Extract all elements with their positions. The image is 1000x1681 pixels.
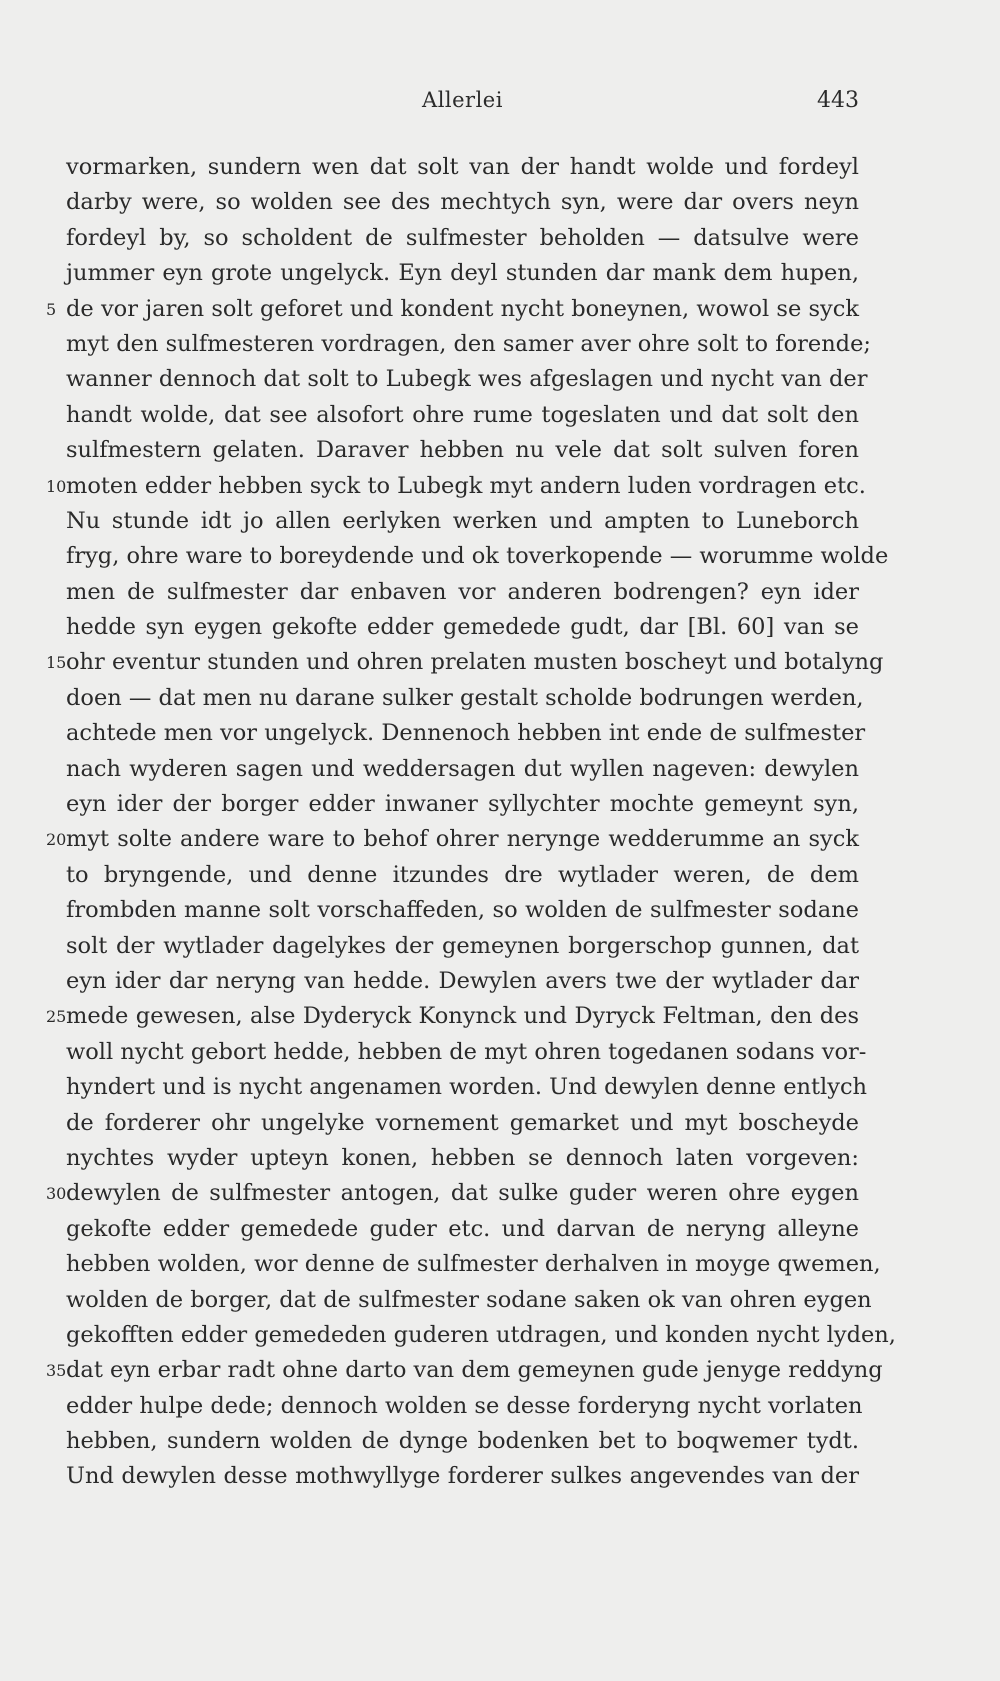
text-line [66, 681, 864, 716]
text-line [66, 1283, 872, 1318]
line-text: darby were, so wolden see des mechtych syn, were dar overs neyn [66, 189, 859, 216]
line-text: to bryngende, und denne itzundes dre wytlader weren, de dem [66, 861, 859, 888]
text-line [66, 150, 859, 185]
text-line [66, 858, 859, 893]
text-line [66, 1070, 868, 1105]
line-number: 30 [46, 1184, 67, 1204]
line-text: handt wolde, dat see alsofort ohre rume togeslaten und dat solt den [66, 401, 859, 428]
line-text: dat eyn erbar radt ohne darto van dem gemeynen gude jenyge reddyng [66, 1357, 883, 1384]
line-number: 35 [46, 1361, 67, 1381]
line-text: fordeyl by, so scholdent de sulfmester beholden — datsulve were [66, 224, 859, 251]
line-text: eyn ider dar neryng van hedde. Dewylen avers twe der wytlader dar [66, 967, 859, 994]
line-number: 5 [46, 299, 57, 319]
text-line [66, 1035, 867, 1070]
text-line [66, 893, 859, 928]
text-line [46, 469, 866, 504]
running-title: Allerlei [422, 88, 503, 112]
line-text: doen — dat men nu darane sulker gestalt scholde bodrungen werden, [66, 684, 864, 711]
line-text: eyn ider der borger edder inwaner syllychter mochte gemeynt syn, [66, 791, 859, 818]
line-text: hebben, sundern wolden de dynge bodenken bet to boqwemer tydt. [66, 1428, 859, 1455]
text-line [66, 929, 859, 964]
text-line [66, 1141, 859, 1176]
text-line [66, 716, 866, 751]
line-text: dewylen de sulfmester antogen, dat sulke guder weren ohre eygen [66, 1180, 859, 1207]
text-line [66, 256, 859, 291]
text-line [66, 964, 859, 999]
line-text: achtede men vor ungelyck. Dennenoch hebben int ende de sulfmester [66, 720, 866, 747]
line-text: hyndert und is nycht angenamen worden. Und dewylen denne entlych [66, 1074, 868, 1101]
text-line [66, 362, 868, 397]
line-text: sulfmestern gelaten. Daraver hebben nu vele dat solt sulven foren [66, 437, 859, 464]
line-text: hebben wolden, wor denne de sulfmester derhalven in moyge qwemen, [66, 1251, 881, 1278]
line-text: vormarken, sundern wen dat solt van der handt wolde und fordeyl [66, 154, 859, 180]
text-line [66, 1459, 859, 1494]
text-line [66, 1212, 859, 1247]
text-line [66, 221, 859, 256]
line-text: Und dewylen desse mothwyllyge forderer sulkes angevendes van der [66, 1463, 859, 1490]
text-line [66, 1389, 863, 1424]
text-line [46, 822, 859, 857]
line-text: de vor jaren solt geforet und kondent nycht boneynen, wowol se syck [66, 295, 859, 322]
line-text: ohr eventur stunden und ohren prelaten musten boscheyt und botalyng [66, 649, 884, 676]
line-text: wolden de borger, dat de sulfmester sodane saken ok van ohren eygen [66, 1286, 872, 1313]
line-text: moten edder hebben syck to Lubegk myt andern luden vordragen etc. [66, 472, 866, 499]
text-line [66, 1247, 881, 1282]
line-text: nychtes wyder upteyn konen, hebben se dennoch laten vorgeven: [66, 1144, 859, 1171]
text-line [66, 575, 859, 610]
line-number: 10 [46, 476, 67, 496]
line-text: edder hulpe dede; dennoch wolden se desse forderyng nycht vorlaten [66, 1392, 863, 1419]
line-text: woll nycht gebort hedde, hebben de myt ohren togedanen sodans vor- [66, 1038, 867, 1065]
page-header [66, 88, 859, 120]
text-line [66, 1318, 896, 1353]
line-text: wanner dennoch dat solt to Lubegk wes afgeslagen und nycht van der [66, 366, 868, 393]
line-text: de forderer ohr ungelyke vornement gemarket und myt boscheyde [66, 1109, 859, 1136]
text-line [46, 1176, 859, 1211]
text-line [66, 185, 859, 220]
text-line [66, 398, 859, 433]
line-text: fryg, ohre ware to boreydende und ok toverkopende — worumme wolde [66, 543, 889, 570]
text-line [66, 539, 889, 574]
text-line [66, 504, 859, 539]
line-text: Nu stunde idt jo allen eerlyken werken und ampten to Luneborch [66, 507, 859, 534]
line-text: gekofte edder gemedede guder etc. und darvan de neryng alleyne [66, 1215, 859, 1242]
line-text: solt der wytlader dagelykes der gemeynen borgerschop gunnen, dat [66, 932, 859, 959]
text-line [46, 292, 859, 327]
body-text [46, 150, 896, 1495]
text-line [66, 327, 871, 362]
line-text: nach wyderen sagen und weddersagen dut wyllen nageven: dewylen [66, 755, 859, 782]
line-text: gekofften edder gemededen guderen utdragen, und konden nycht lyden, [66, 1321, 896, 1348]
text-line [46, 645, 884, 680]
text-line [46, 999, 859, 1034]
text-line [66, 1106, 859, 1141]
line-number: 25 [46, 1007, 67, 1027]
line-text: frombden manne solt vorschaffeden, so wolden de sulfmester sodane [66, 897, 859, 924]
line-text: jummer eyn grote ungelyck. Eyn deyl stunden dar mank dem hupen, [66, 260, 859, 287]
line-text: men de sulfmester dar enbaven vor anderen bodrengen? eyn ider [66, 578, 859, 605]
text-line [66, 1424, 859, 1459]
line-text: myt solte andere ware to behof ohrer neryngе wedderumme an syck [66, 826, 859, 853]
line-number: 15 [46, 653, 67, 673]
text-line [66, 433, 859, 468]
line-text: mede gewesen, alse Dyderyck Konynck und Dyryck Feltman, den des [66, 1003, 859, 1030]
line-text: hedde syn eygen gekofte edder gemedede gudt, dar [Bl. 60] van se [66, 614, 859, 641]
text-line [46, 1353, 883, 1388]
line-text: myt den sulfmesteren vordragen, den samer aver ohre solt to forende; [66, 330, 871, 357]
text-line [66, 752, 859, 787]
line-number: 20 [46, 830, 67, 850]
text-line [66, 610, 859, 645]
text-line [66, 787, 859, 822]
page-number: 443 [817, 88, 859, 113]
